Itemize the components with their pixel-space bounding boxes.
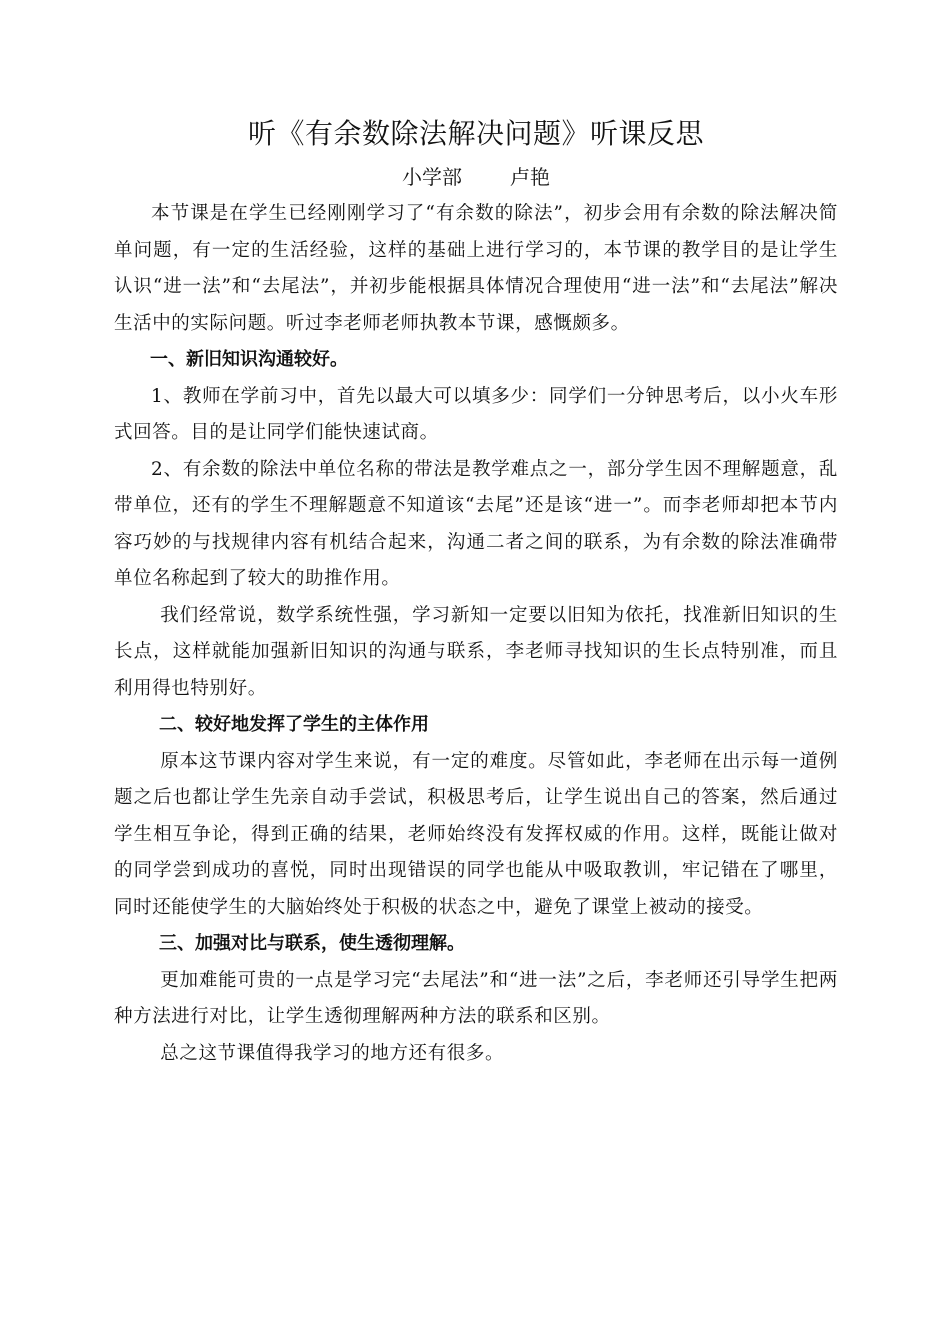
byline	[114, 162, 838, 192]
section1-paragraph-1: 1、教师在学前习中，首先以最大可以填多少：同学们一分钟思考后，以小火车形式回答。目的是让同学们能快速试商。	[114, 385, 838, 443]
section2-heading: 二、较好地发挥了学生的主体作用	[159, 714, 429, 735]
section3-heading: 三、加强对比与联系，使生透彻理解。	[159, 933, 465, 954]
section1-paragraph-3: 我们经常说，数学系统性强，学习新知一定要以旧知为依托，找准新旧知识的生长点，这样就能加强新旧知识的沟通与联系，李老师寻找知识的生长点特别准，而且利用得也特别好。	[114, 604, 838, 699]
section3-paragraph-1: 更加难能可贵的一点是学习完“去尾法”和“进一法”之后，李老师还引导学生把两种方法进行对比，让学生透彻理解两种方法的联系和区别。	[114, 969, 838, 1027]
intro-paragraph: 本节课是在学生已经刚刚学习了“有余数的除法”，初步会用有余数的除法解决简单问题，有一定的生活经验，这样的基础上进行学习的，本节课的教学目的是让学生认识“进一法”和“去尾法”，并初步能根据具体情况合理使用“进一法”和“去尾法”解决生活中的实际问题。听过李老师老师执教本节课，感慨颇多。	[114, 203, 838, 334]
section3-paragraph-2: 总之这节课值得我学习的地方还有很多。	[160, 1042, 505, 1064]
byline-department: 小学部	[402, 165, 462, 189]
section1-paragraph-2: 2、有余数的除法中单位名称的带法是教学难点之一，部分学生因不理解题意，乱带单位，还有的学生不理解题意不知道该“去尾”还是该“进一”。而李老师却把本节内容巧妙的与找规律内容有机结合起来，沟通二者之间的联系，为有余数的除法准确带单位名称起到了较大的助推作用。	[114, 458, 838, 589]
section1-heading: 一、新旧知识沟通较好。	[150, 349, 348, 370]
section2-paragraph-1: 原本这节课内容对学生来说，有一定的难度。尽管如此，李老师在出示每一道例题之后也都让学生先亲自动手尝试，积极思考后，让学生说出自己的答案，然后通过学生相互争论，得到正确的结果，老师始终没有发挥权威的作用。这样，既能让做对的同学尝到成功的喜悦，同时出现错误的同学也能从中吸取教训，牢记错在了哪里，同时还能使学生的大脑始终处于积极的状态之中，避免了课堂上被动的接受。	[114, 750, 838, 918]
document-title: 听《有余数除法解决问题》听课反思	[247, 117, 704, 150]
byline-author: 卢艳	[510, 165, 550, 189]
document-body	[114, 112, 838, 1072]
